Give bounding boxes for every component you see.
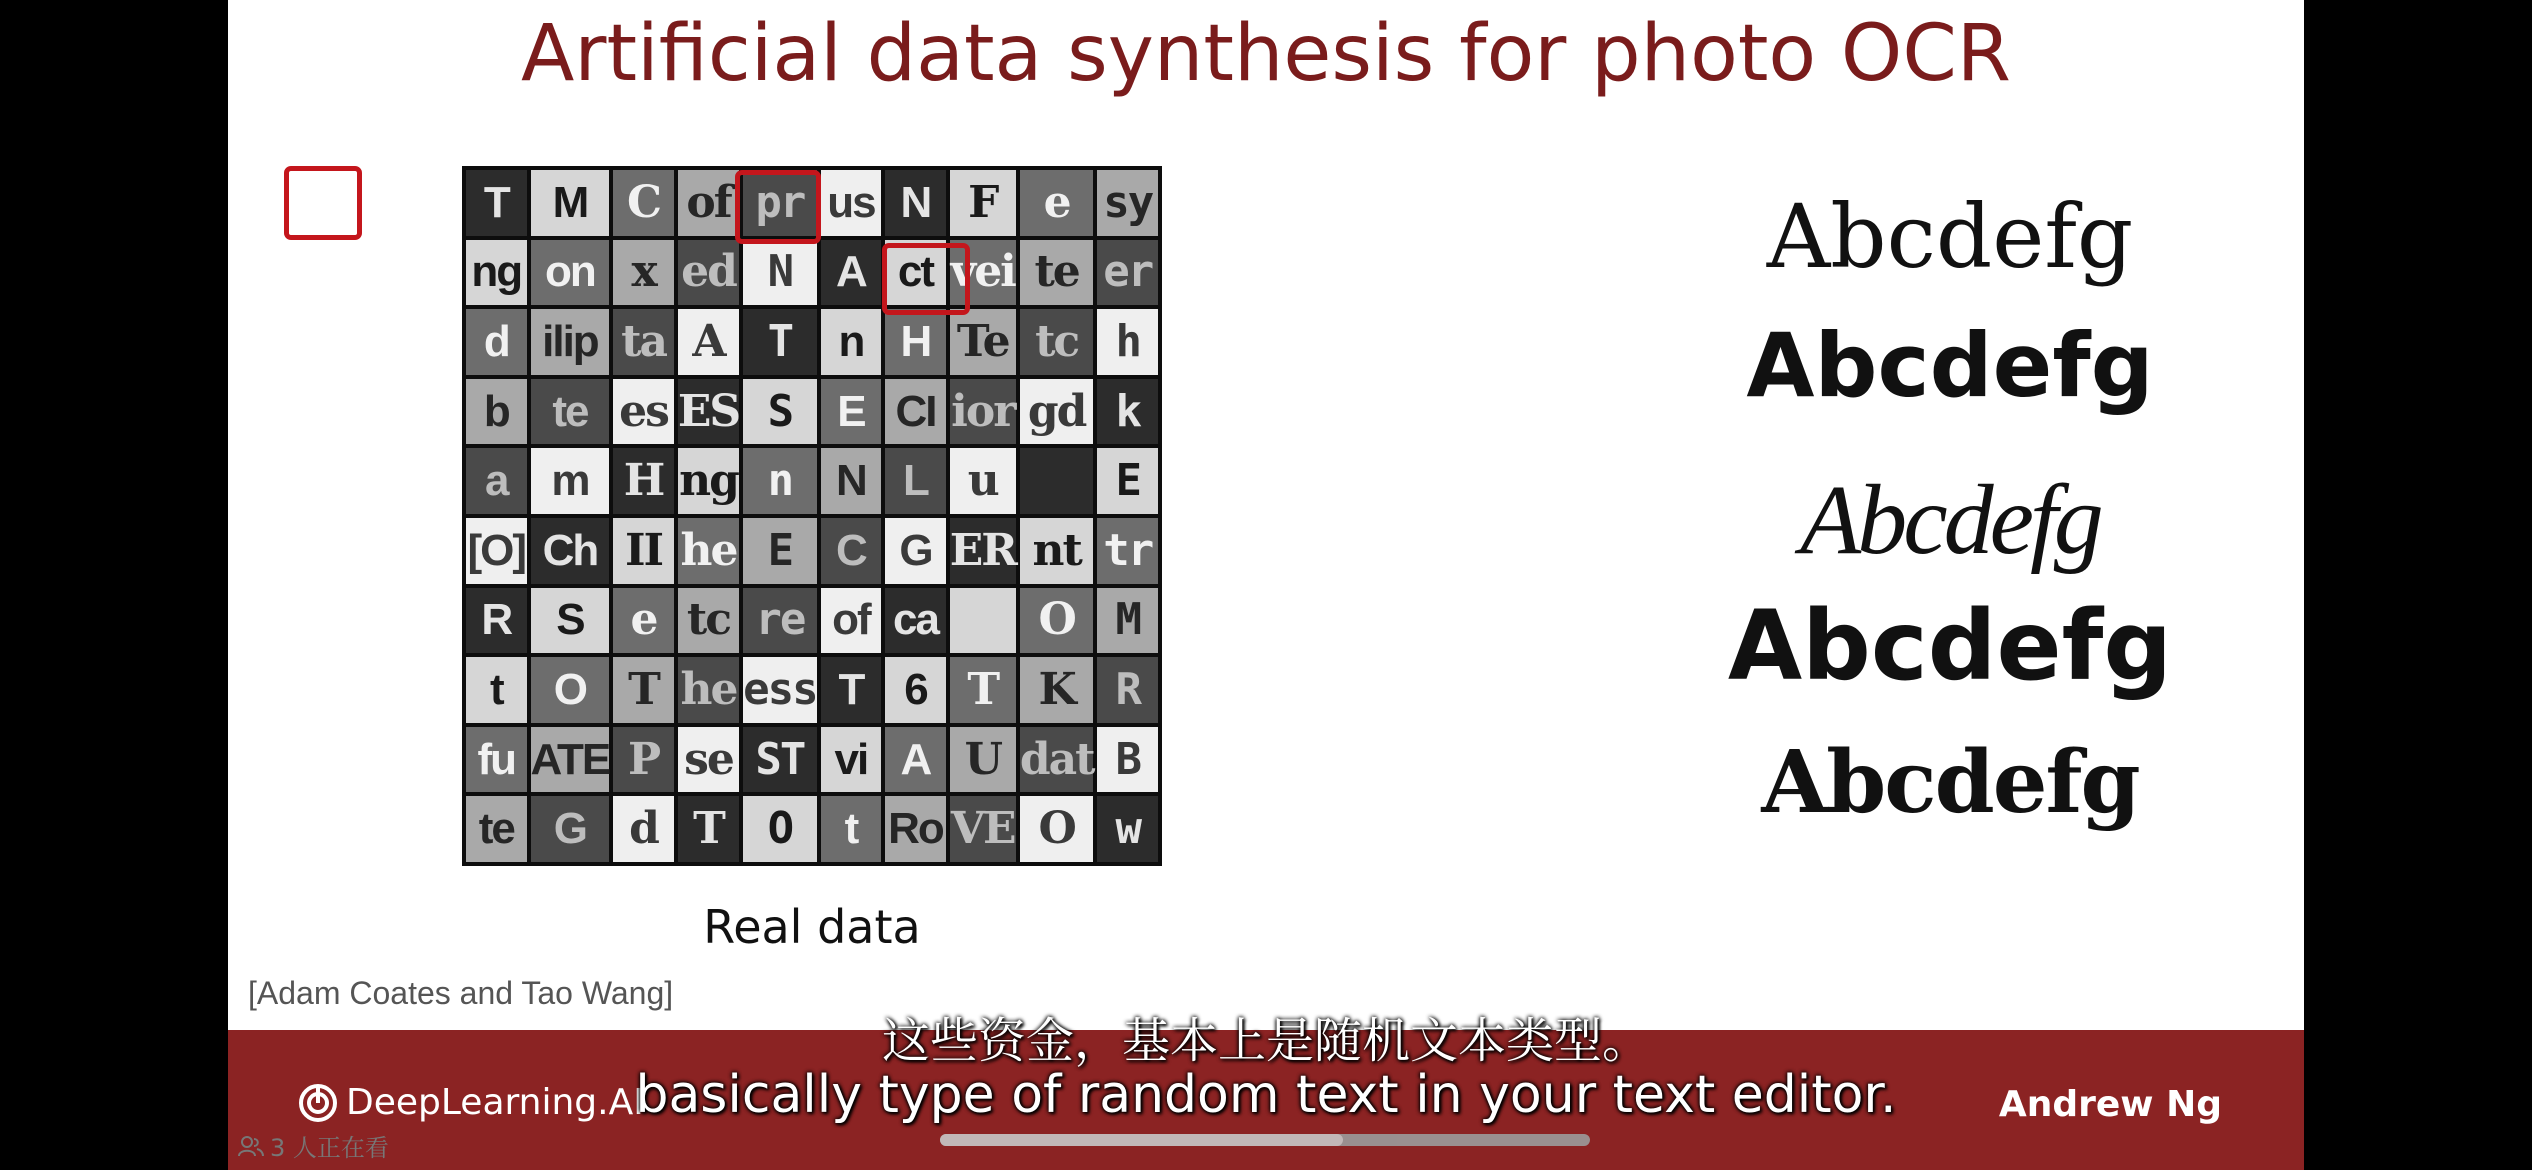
video-progress-bar[interactable] bbox=[940, 1134, 1590, 1146]
grid-cell: ca bbox=[885, 588, 946, 654]
grid-cell: H bbox=[613, 448, 674, 514]
grid-cell: S bbox=[531, 588, 610, 654]
grid-cell: e bbox=[1020, 170, 1094, 236]
grid-cell: ng bbox=[678, 448, 739, 514]
grid-cell: n bbox=[821, 309, 882, 375]
grid-cell: ed bbox=[678, 240, 739, 306]
grid-cell: N bbox=[885, 170, 946, 236]
grid-cell: te bbox=[531, 379, 610, 445]
grid-cell: ng bbox=[466, 240, 527, 306]
grid-cell: T bbox=[950, 657, 1016, 723]
grid-cell: a bbox=[466, 448, 527, 514]
grid-cell: t bbox=[466, 657, 527, 723]
citation: [Adam Coates and Tao Wang] bbox=[248, 975, 674, 1011]
grid-cell: ct bbox=[885, 240, 946, 306]
grid-cell: ilip bbox=[531, 309, 610, 375]
grid-cell: u bbox=[950, 448, 1016, 514]
grid-cell: Te bbox=[950, 309, 1016, 375]
grid-cell: C bbox=[613, 170, 674, 236]
subtitle-english: basically type of random text in your text editor. bbox=[635, 1065, 1897, 1125]
grid-cell: h bbox=[1097, 309, 1158, 375]
grid-cell: m bbox=[531, 448, 610, 514]
grid-cell: E bbox=[743, 518, 816, 584]
grid-cell: vei bbox=[950, 240, 1016, 306]
grid-cell: L bbox=[885, 448, 946, 514]
font-sample-script: Abcdefg bbox=[1800, 464, 2100, 575]
grid-cell: T bbox=[743, 309, 816, 375]
grid-cell: n bbox=[743, 448, 816, 514]
grid-cell: he bbox=[678, 657, 739, 723]
grid-cell: on bbox=[531, 240, 610, 306]
grid-cell: ST bbox=[743, 727, 816, 793]
grid-cell: 6 bbox=[885, 657, 946, 723]
slide-title: Artificial data synthesis for photo OCR bbox=[521, 9, 2011, 99]
grid-cell: d bbox=[613, 796, 674, 862]
grid-cell: M bbox=[531, 170, 610, 236]
grid-cell: ES bbox=[678, 379, 739, 445]
grid-cell: S bbox=[743, 379, 816, 445]
grid-cell: B bbox=[1097, 727, 1158, 793]
grid-cell: d bbox=[466, 309, 527, 375]
grid-cell: R bbox=[1097, 657, 1158, 723]
grid-cell: t bbox=[821, 796, 882, 862]
grid-cell: dat bbox=[1020, 727, 1094, 793]
grid-cell: E bbox=[1097, 448, 1158, 514]
slide bbox=[228, 0, 2304, 1030]
grid-cell: sy bbox=[1097, 170, 1158, 236]
grid-cell: G bbox=[531, 796, 610, 862]
grid-cell: b bbox=[466, 379, 527, 445]
grid-cell: R bbox=[466, 588, 527, 654]
grid-cell: se bbox=[678, 727, 739, 793]
grid-cell: w bbox=[1097, 796, 1158, 862]
grid-cell: N bbox=[743, 240, 816, 306]
grid-cell: of bbox=[821, 588, 882, 654]
grid-cell: T bbox=[678, 796, 739, 862]
grid-cell: E bbox=[821, 379, 882, 445]
grid-cell: U bbox=[950, 727, 1016, 793]
grid-cell: ior bbox=[950, 379, 1016, 445]
grid-cell: T bbox=[613, 657, 674, 723]
highlight-box-3 bbox=[882, 243, 970, 315]
grid-cell: K bbox=[1020, 657, 1094, 723]
grid-cell: M bbox=[1097, 588, 1158, 654]
grid-cell: F bbox=[950, 170, 1016, 236]
real-data-caption: Real data bbox=[703, 900, 921, 954]
grid-cell: P bbox=[613, 727, 674, 793]
highlight-box-1 bbox=[284, 166, 362, 240]
grid-cell: ess bbox=[743, 657, 816, 723]
grid-cell: ta bbox=[613, 309, 674, 375]
grid-cell: tc bbox=[1020, 309, 1094, 375]
grid-cell: es bbox=[613, 379, 674, 445]
font-sample-blackletter: Abcdefg bbox=[1761, 732, 2139, 833]
grid-cell: x bbox=[613, 240, 674, 306]
grid-cell bbox=[1020, 448, 1094, 514]
font-sample-serif: Abcdefg bbox=[1766, 185, 2134, 288]
grid-cell: A bbox=[678, 309, 739, 375]
grid-cell: ATE bbox=[531, 727, 610, 793]
grid-cell: tc bbox=[678, 588, 739, 654]
grid-cell: pr bbox=[743, 170, 816, 236]
font-sample-sans-bold: Abcdefg bbox=[1746, 314, 2154, 417]
viewers-icon bbox=[238, 1135, 264, 1157]
grid-cell: Ro bbox=[885, 796, 946, 862]
grid-cell: O bbox=[743, 796, 816, 862]
grid-cell: G bbox=[885, 518, 946, 584]
grid-cell: of bbox=[678, 170, 739, 236]
grid-cell: us bbox=[821, 170, 882, 236]
grid-cell: C bbox=[821, 518, 882, 584]
grid-cell: II bbox=[613, 518, 674, 584]
grid-cell: T bbox=[466, 170, 527, 236]
grid-cell: re bbox=[743, 588, 816, 654]
real-data-image-grid bbox=[462, 166, 1162, 866]
grid-cell: e bbox=[613, 588, 674, 654]
grid-cell: A bbox=[821, 240, 882, 306]
grid-cell: ER bbox=[950, 518, 1016, 584]
grid-cell: CI bbox=[885, 379, 946, 445]
grid-cell: er bbox=[1097, 240, 1158, 306]
font-sample-display: Abcdefg bbox=[1727, 590, 2173, 702]
grid-cell: H bbox=[885, 309, 946, 375]
grid-cell: Ch bbox=[531, 518, 610, 584]
grid-cell: vi bbox=[821, 727, 882, 793]
video-progress-fill bbox=[940, 1134, 1343, 1146]
grid-cell bbox=[950, 588, 1016, 654]
grid-cell: A bbox=[885, 727, 946, 793]
author-name: Andrew Ng bbox=[1998, 1084, 2222, 1125]
viewer-count-text: 3 人正在看 bbox=[270, 1134, 389, 1162]
grid-cell: he bbox=[678, 518, 739, 584]
grid-cell: gd bbox=[1020, 379, 1094, 445]
grid-cell: fu bbox=[466, 727, 527, 793]
grid-cell: [O] bbox=[466, 518, 527, 584]
grid-cell: te bbox=[1020, 240, 1094, 306]
viewer-count bbox=[238, 1128, 389, 1163]
grid-cell: VE bbox=[950, 796, 1016, 862]
grid-cell: T bbox=[821, 657, 882, 723]
grid-cell: O bbox=[531, 657, 610, 723]
highlight-box-2 bbox=[735, 170, 821, 244]
grid-cell: nt bbox=[1020, 518, 1094, 584]
grid-cell: te bbox=[466, 796, 527, 862]
grid-cell: tr bbox=[1097, 518, 1158, 584]
grid-cell: O bbox=[1020, 796, 1094, 862]
grid-cell: O bbox=[1020, 588, 1094, 654]
subtitle-chinese: 这些资金，基本上是随机文本类型。 bbox=[881, 1013, 1650, 1069]
grid-cell: k bbox=[1097, 379, 1158, 445]
grid-cell: N bbox=[821, 448, 882, 514]
logo-text: DeepLearning.AI bbox=[346, 1082, 644, 1123]
